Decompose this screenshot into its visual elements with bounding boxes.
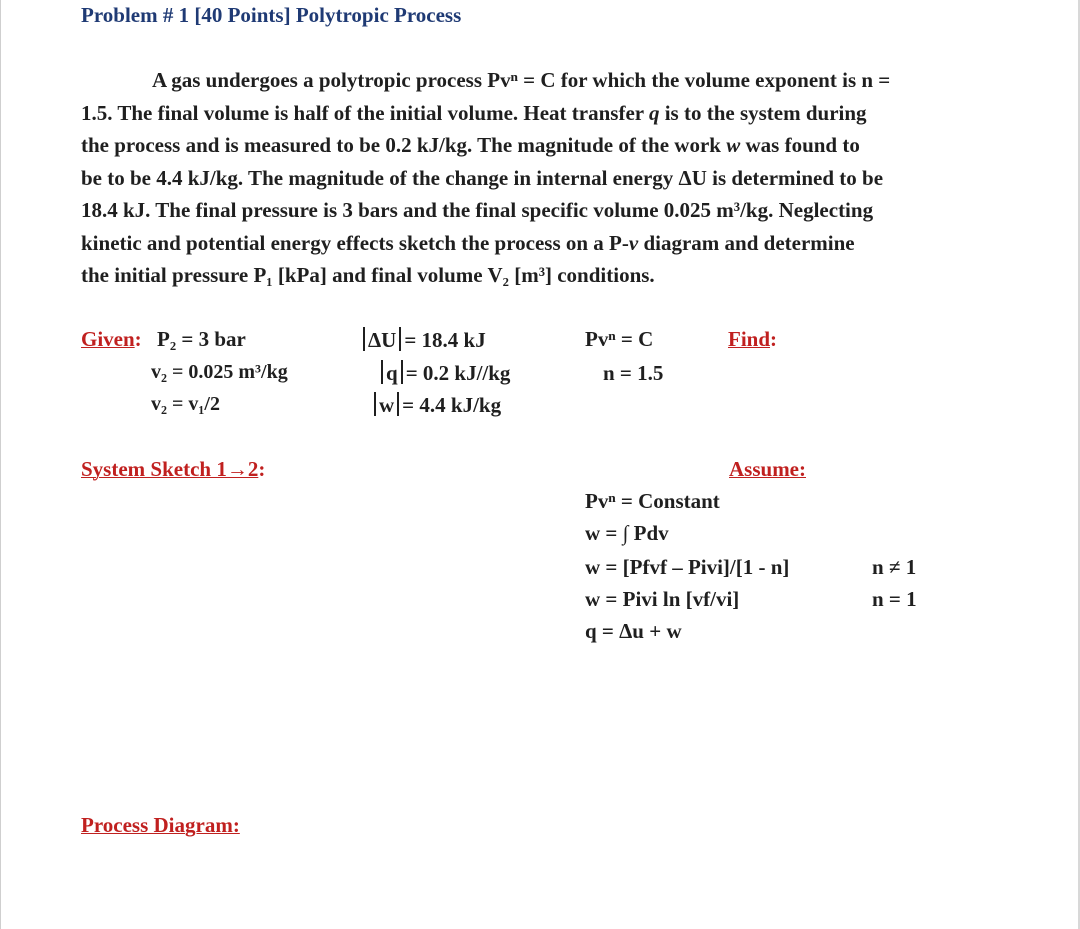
assume-condition-n-equals-1: n = 1 bbox=[872, 587, 917, 611]
polytropic-relation: Pvⁿ = C bbox=[585, 327, 654, 351]
problem-title: Problem # 1 [40 Points] Polytropic Process bbox=[81, 3, 462, 27]
assume-line-2: w = ∫ Pdv bbox=[585, 521, 669, 545]
statement-line-6: kinetic and potential energy effects sketch the process on a P-v diagram and determine bbox=[81, 230, 855, 255]
given-delta-u: ΔU = 18.4 kJ bbox=[360, 327, 486, 353]
given-work-w: w = 4.4 kJ/kg bbox=[371, 392, 501, 418]
assume-line-5: q = Δu + w bbox=[585, 619, 682, 643]
given-heat-q: q = 0.2 kJ//kg bbox=[378, 360, 510, 386]
assume-heading: Assume: bbox=[729, 457, 806, 481]
find-heading: Find: bbox=[728, 327, 778, 351]
given-v2: v₂ = 0.025 m³/kg bbox=[151, 361, 288, 383]
given-v2-relation: v₂ = v₁/2 bbox=[151, 393, 220, 415]
given-p2: P₂ = 3 bar bbox=[157, 327, 246, 351]
assume-line-3: w = [Pfvf – Pivi]/[1 - n] bbox=[585, 555, 790, 579]
page-left-border bbox=[0, 0, 1, 929]
polytropic-exponent: n = 1.5 bbox=[603, 361, 664, 385]
assume-line-4: w = Pivi ln [vf/vi] bbox=[585, 587, 740, 611]
statement-line-7: the initial pressure P₁ [kPa] and final volume V₂ [m³] conditions. bbox=[81, 263, 655, 287]
statement-line-3: the process and is measured to be 0.2 kJ/kg. The magnitude of the work w was found to bbox=[81, 133, 860, 157]
statement-line-1: A gas undergoes a polytropic process Pvⁿ = C for which the volume exponent is n = bbox=[152, 68, 891, 92]
process-diagram-heading: Process Diagram: bbox=[81, 813, 240, 837]
system-sketch-heading: System Sketch 1→2: bbox=[81, 457, 266, 481]
statement-line-4: be to be 4.4 kJ/kg. The magnitude of the change in internal energy ΔU is determined to be bbox=[81, 165, 884, 190]
given-heading: Given: bbox=[81, 327, 142, 351]
problem-statement bbox=[81, 64, 1011, 292]
assume-condition-n-not-1: n ≠ 1 bbox=[872, 555, 917, 579]
statement-line-2: 1.5. The final volume is half of the initial volume. Heat transfer q is to the system during bbox=[81, 100, 867, 125]
assume-line-1: Pvⁿ = Constant bbox=[585, 489, 720, 513]
statement-line-5: 18.4 kJ. The final pressure is 3 bars and the final specific volume 0.025 m³/kg. Neglecting bbox=[81, 198, 874, 222]
